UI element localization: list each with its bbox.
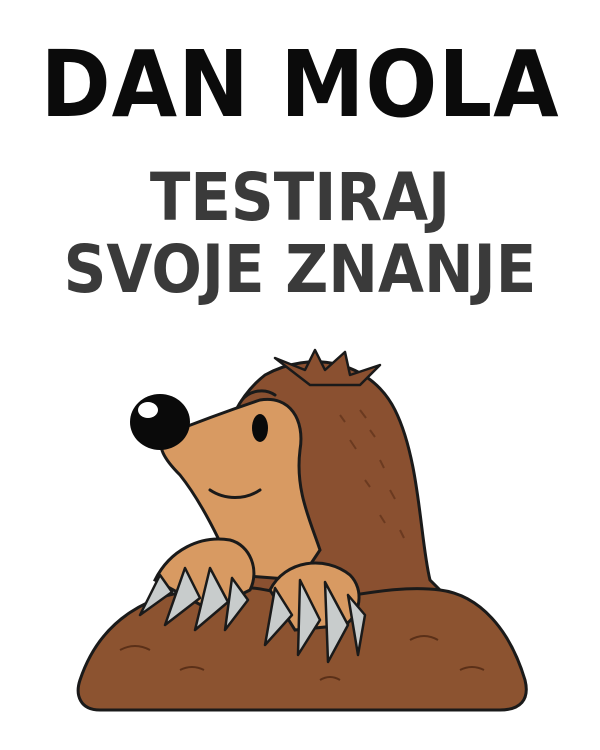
mole-icon [60, 340, 540, 740]
poster-subtitle-line2: SVOJE ZNANJE [63, 231, 537, 308]
poster-title: DAN MOLA [40, 31, 560, 138]
poster-subtitle-line1: TESTIRAJ [149, 159, 451, 236]
mole-eye [252, 414, 268, 442]
mole-nose-highlight [138, 402, 158, 418]
mole-nose [130, 394, 190, 450]
